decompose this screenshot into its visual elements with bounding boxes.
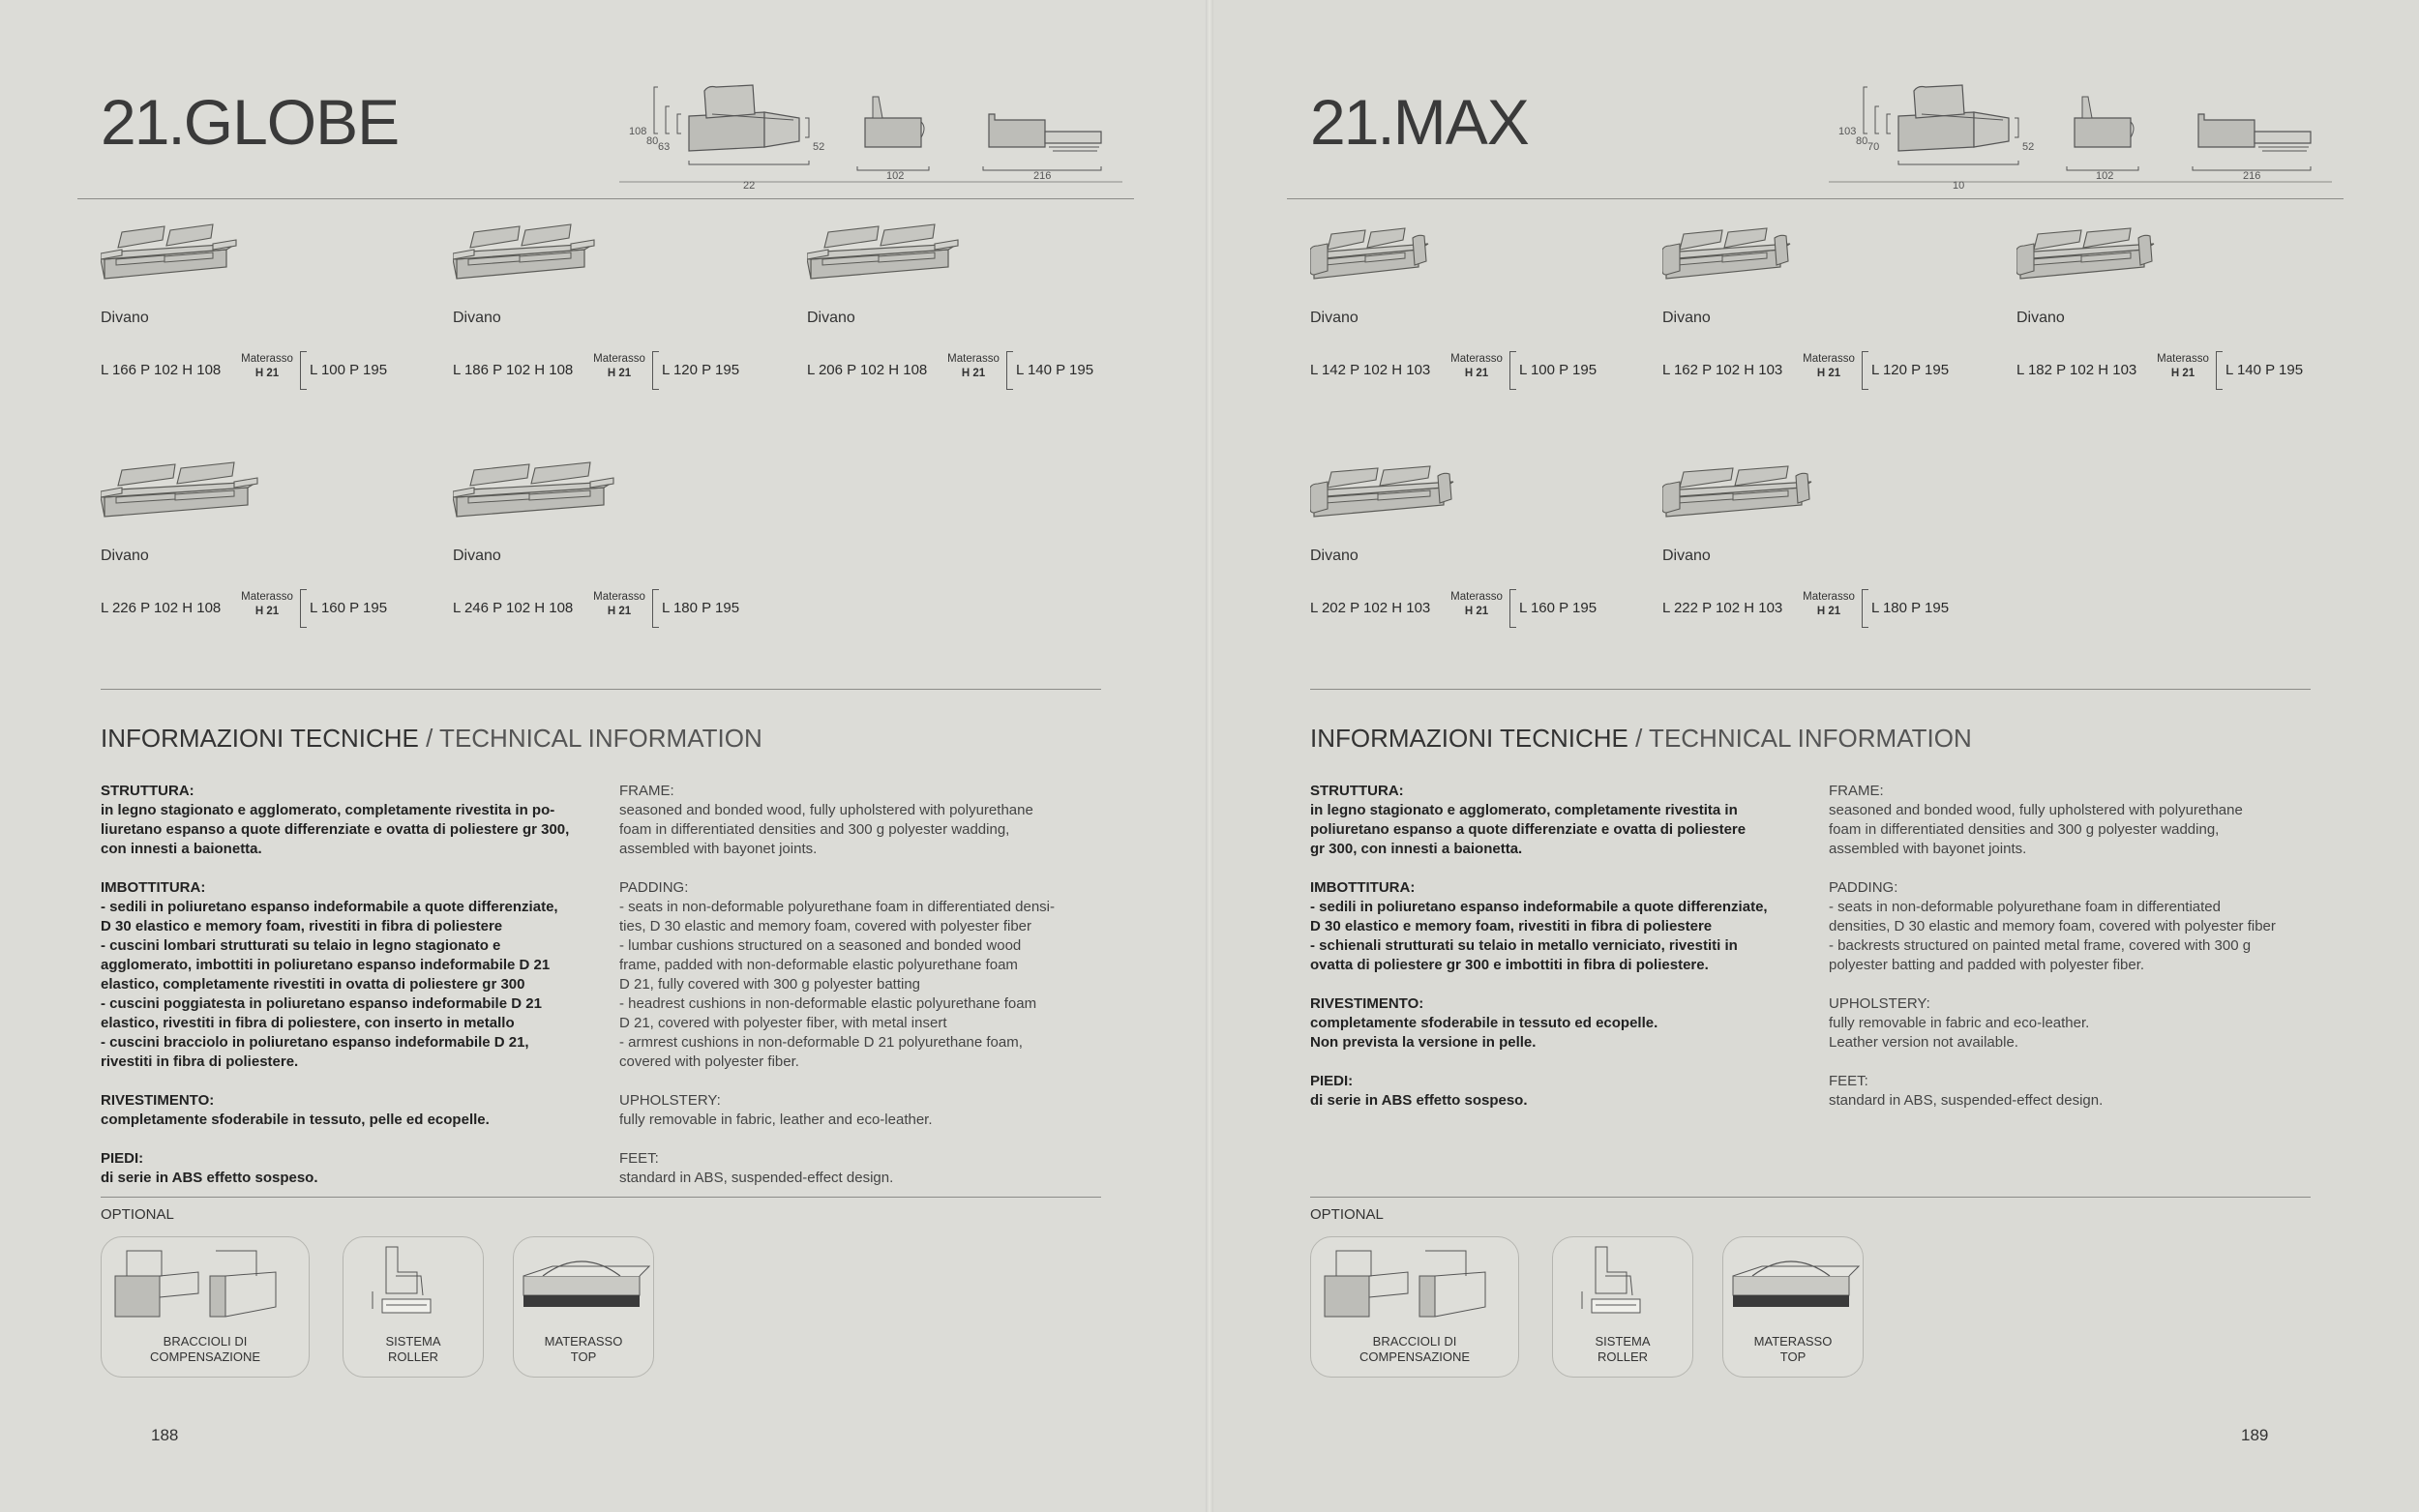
dim-height-arm: 70	[1867, 141, 1880, 153]
optional-card[interactable]	[101, 1236, 310, 1378]
section-rule	[101, 689, 1101, 690]
tech-info-title: INFORMAZIONI TECNICHE / TECHNICAL INFORMATION	[101, 724, 762, 753]
optional-label: SISTEMA ROLLER	[385, 1334, 441, 1364]
bracket	[2216, 351, 2223, 390]
mattress-label: Materasso H 21	[1803, 353, 1855, 379]
tech-block: STRUTTURA: in legno stagionato e agglomerato, completamente rivestita in po- liuretano espanso a quote differenziate e ovatta di poliestere gr 300, con innesti a baionetta.	[101, 783, 570, 857]
sofa-drawing	[453, 460, 623, 533]
mattress-label: Materasso H 21	[1803, 591, 1855, 617]
sofa-drawing	[101, 460, 267, 533]
dim-arm-width: 10	[1953, 180, 1965, 192]
bracket	[1509, 351, 1516, 390]
tech-block: PADDING: - seats in non-deformable polyurethane foam in differentiated densities, D 30 elastic and memory foam, covered with polyester fiber - backrests structured on painted metal frame, covered with 300 g polyester batting and padded with polyester fiber.	[1829, 879, 2276, 973]
bracket	[300, 351, 307, 390]
sofa-drawing	[2016, 222, 2164, 295]
dim-bed-length: 216	[1033, 170, 1052, 182]
product-dimensions: L 246 P 102 H 108	[453, 600, 574, 616]
mattress-label: Materasso H 21	[1450, 353, 1503, 379]
product-name: Divano	[453, 548, 501, 564]
sofa-drawing	[1310, 222, 1438, 295]
dim-height-arm: 63	[658, 141, 671, 153]
product-name: Divano	[1662, 548, 1711, 564]
product-card[interactable]	[1662, 460, 1991, 654]
tech-info-title: INFORMAZIONI TECNICHE / TECHNICAL INFORMATION	[1310, 724, 1972, 753]
page-gutter	[1206, 0, 1213, 1512]
product-card[interactable]	[453, 222, 782, 416]
product-dimensions: L 166 P 102 H 108	[101, 362, 222, 378]
optional-title: OPTIONAL	[1310, 1206, 1384, 1223]
product-name: Divano	[453, 310, 501, 326]
page-max	[1210, 0, 2419, 1512]
dim-arm-width: 22	[743, 180, 756, 192]
product-title: 21.MAX	[1310, 86, 1529, 158]
mattress-label: Materasso H 21	[593, 353, 645, 379]
mattress-label: Materasso H 21	[947, 353, 1000, 379]
dimension-drawings	[1829, 58, 2313, 193]
mattress-dimensions: L 100 P 195	[310, 362, 388, 378]
tech-block: PIEDI: di serie in ABS effetto sospeso.	[1310, 1073, 1528, 1109]
optional-label: MATERASSO TOP	[1753, 1334, 1833, 1364]
product-name: Divano	[101, 310, 149, 326]
tech-block: UPHOLSTERY: fully removable in fabric and eco-leather. Leather version not available.	[1829, 995, 2090, 1051]
product-name: Divano	[2016, 310, 2065, 326]
product-card[interactable]	[1310, 460, 1639, 654]
sofa-drawing	[453, 222, 604, 295]
optional-card[interactable]	[513, 1236, 654, 1378]
mattress-label: Materasso H 21	[2157, 353, 2209, 379]
tech-block: IMBOTTITURA: - sedili in poliuretano espanso indeformabile a quote differenziate, D 30 elastico e memory foam, rivestiti in fibra di poliestere - schienali strutturati su telaio in metallo verniciato, rivestiti in ovatta di poliestere gr 300 e imbottiti in fibra di poliestere.	[1310, 879, 1768, 973]
product-card[interactable]	[2016, 222, 2345, 416]
dim-height-total: 103	[1838, 126, 1857, 137]
section-rule	[1310, 689, 2311, 690]
optional-label: BRACCIOLI DI COMPENSAZIONE	[1359, 1334, 1471, 1364]
bracket	[1862, 589, 1868, 628]
dim-height-total: 108	[629, 126, 647, 137]
page-number: 189	[2241, 1426, 2269, 1444]
bracket	[652, 351, 659, 390]
product-card[interactable]	[101, 460, 430, 654]
tech-block: FEET: standard in ABS, suspended-effect design.	[619, 1150, 894, 1186]
dim-height-back: 80	[646, 135, 659, 147]
optional-card[interactable]	[1552, 1236, 1693, 1378]
tech-block: IMBOTTITURA: - sedili in poliuretano espanso indeformabile a quote differenziate, D 30 elastico e memory foam, rivestiti in fibra di poliestere - cuscini lombari strutturati su telaio in legno stagionato e agglomerato, imbottiti in poliuretano espanso indeformabile D 21 elastico, completamente rivestiti in ovatta di poliestere gr 300 - cuscini poggiatesta in poliuretano espanso indeformabile D 21 elastico, rivestiti in fibra di poliestere, con inserto in metallo - cuscini bracciolo in poliuretano espanso indeformabile D 21, rivestiti in fibra di poliestere.	[101, 879, 558, 1070]
product-dimensions: L 182 P 102 H 103	[2016, 362, 2137, 378]
tech-info-italian	[101, 782, 584, 1207]
mattress-dimensions: L 160 P 195	[1519, 600, 1598, 616]
optional-title: OPTIONAL	[101, 1206, 174, 1223]
optional-card[interactable]	[1310, 1236, 1519, 1378]
mattress-dimensions: L 120 P 195	[662, 362, 740, 378]
mattress-dimensions: L 140 P 195	[1016, 362, 1094, 378]
header-rule	[77, 198, 1134, 199]
dim-seat-height: 52	[2022, 141, 2035, 153]
sofa-drawing	[1662, 222, 1800, 295]
product-name: Divano	[1310, 310, 1359, 326]
mattress-dimensions: L 180 P 195	[662, 600, 740, 616]
product-card[interactable]	[1310, 222, 1639, 416]
tech-info-italian	[1310, 782, 1794, 1130]
dim-depth: 102	[2096, 170, 2114, 182]
product-dimensions: L 226 P 102 H 108	[101, 600, 222, 616]
mattress-dimensions: L 100 P 195	[1519, 362, 1598, 378]
optional-rule	[1310, 1197, 2311, 1198]
product-name: Divano	[807, 310, 855, 326]
sofa-drawing	[1662, 460, 1821, 533]
dim-seat-height: 52	[813, 141, 825, 153]
mattress-dimensions: L 140 P 195	[2225, 362, 2304, 378]
product-dimensions: L 202 P 102 H 103	[1310, 600, 1431, 616]
optional-label: SISTEMA ROLLER	[1595, 1334, 1651, 1364]
mattress-label: Materasso H 21	[593, 591, 645, 617]
tech-block: STRUTTURA: in legno stagionato e agglomerato, completamente rivestita in poliuretano espanso a quote differenziate e ovatta di poliestere gr 300, con innesti a baionetta.	[1310, 783, 1747, 857]
product-dimensions: L 142 P 102 H 103	[1310, 362, 1431, 378]
product-title: 21.GLOBE	[101, 86, 400, 158]
product-card[interactable]	[1662, 222, 1991, 416]
optional-label: BRACCIOLI DI COMPENSAZIONE	[149, 1334, 261, 1364]
dim-height-back: 80	[1856, 135, 1868, 147]
sofa-drawing	[101, 222, 246, 295]
product-name: Divano	[1662, 310, 1711, 326]
mattress-dimensions: L 120 P 195	[1871, 362, 1950, 378]
tech-block: PADDING: - seats in non-deformable polyurethane foam in differentiated densi- ties, D 30 elastic and memory foam, covered with polyester fiber - lumbar cushions structured on a seasoned and bonded wood frame, padded with non-deformable elastic polyurethane foam D 21, fully covered with 300 g polyester batting - headrest cushions in non-deformable elastic polyurethane foam D 21, covered with polyester fiber, with metal insert - armrest cushions in non-deformable D 21 polyurethane foam, covered with polyester fiber.	[619, 879, 1055, 1070]
tech-info-english	[619, 782, 1103, 1207]
sofa-drawing	[807, 222, 968, 295]
tech-block: RIVESTIMENTO: completamente sfoderabile in tessuto ed ecopelle. Non prevista la versione in pelle.	[1310, 995, 1658, 1051]
tech-block: RIVESTIMENTO: completamente sfoderabile in tessuto, pelle ed ecopelle.	[101, 1092, 490, 1128]
mattress-label: Materasso H 21	[241, 591, 293, 617]
mattress-dimensions: L 180 P 195	[1871, 600, 1950, 616]
tech-info-english	[1829, 782, 2313, 1130]
bracket	[1509, 589, 1516, 628]
mattress-dimensions: L 160 P 195	[310, 600, 388, 616]
page-number: 188	[151, 1426, 179, 1444]
mattress-label: Materasso H 21	[1450, 591, 1503, 617]
tech-block: FRAME: seasoned and bonded wood, fully upholstered with polyurethane foam in differentiated densities and 300 g polyester wadding, assembled with bayonet joints.	[1829, 783, 2243, 857]
optional-card[interactable]	[343, 1236, 484, 1378]
tech-block: UPHOLSTERY: fully removable in fabric, leather and eco-leather.	[619, 1092, 933, 1128]
product-card[interactable]	[807, 222, 1136, 416]
bracket	[300, 589, 307, 628]
product-dimensions: L 162 P 102 H 103	[1662, 362, 1783, 378]
tech-block: PIEDI: di serie in ABS effetto sospeso.	[101, 1150, 318, 1186]
sofa-drawing	[1310, 460, 1463, 533]
tech-block: FEET: standard in ABS, suspended-effect design.	[1829, 1073, 2104, 1109]
bracket	[1862, 351, 1868, 390]
product-dimensions: L 186 P 102 H 108	[453, 362, 574, 378]
header-rule	[1287, 198, 2344, 199]
optional-rule	[101, 1197, 1101, 1198]
bracket	[652, 589, 659, 628]
product-card[interactable]	[453, 460, 782, 654]
optional-label: MATERASSO TOP	[544, 1334, 623, 1364]
mattress-label: Materasso H 21	[241, 353, 293, 379]
tech-block: FRAME: seasoned and bonded wood, fully upholstered with polyurethane foam in differentiated densities and 300 g polyester wadding, assembled with bayonet joints.	[619, 783, 1033, 857]
optional-card[interactable]	[1722, 1236, 1864, 1378]
dim-depth: 102	[886, 170, 905, 182]
product-dimensions: L 206 P 102 H 108	[807, 362, 928, 378]
bracket	[1006, 351, 1013, 390]
product-card[interactable]	[101, 222, 430, 416]
product-name: Divano	[1310, 548, 1359, 564]
dim-bed-length: 216	[2243, 170, 2261, 182]
dimension-drawings	[619, 58, 1103, 193]
product-name: Divano	[101, 548, 149, 564]
product-dimensions: L 222 P 102 H 103	[1662, 600, 1783, 616]
